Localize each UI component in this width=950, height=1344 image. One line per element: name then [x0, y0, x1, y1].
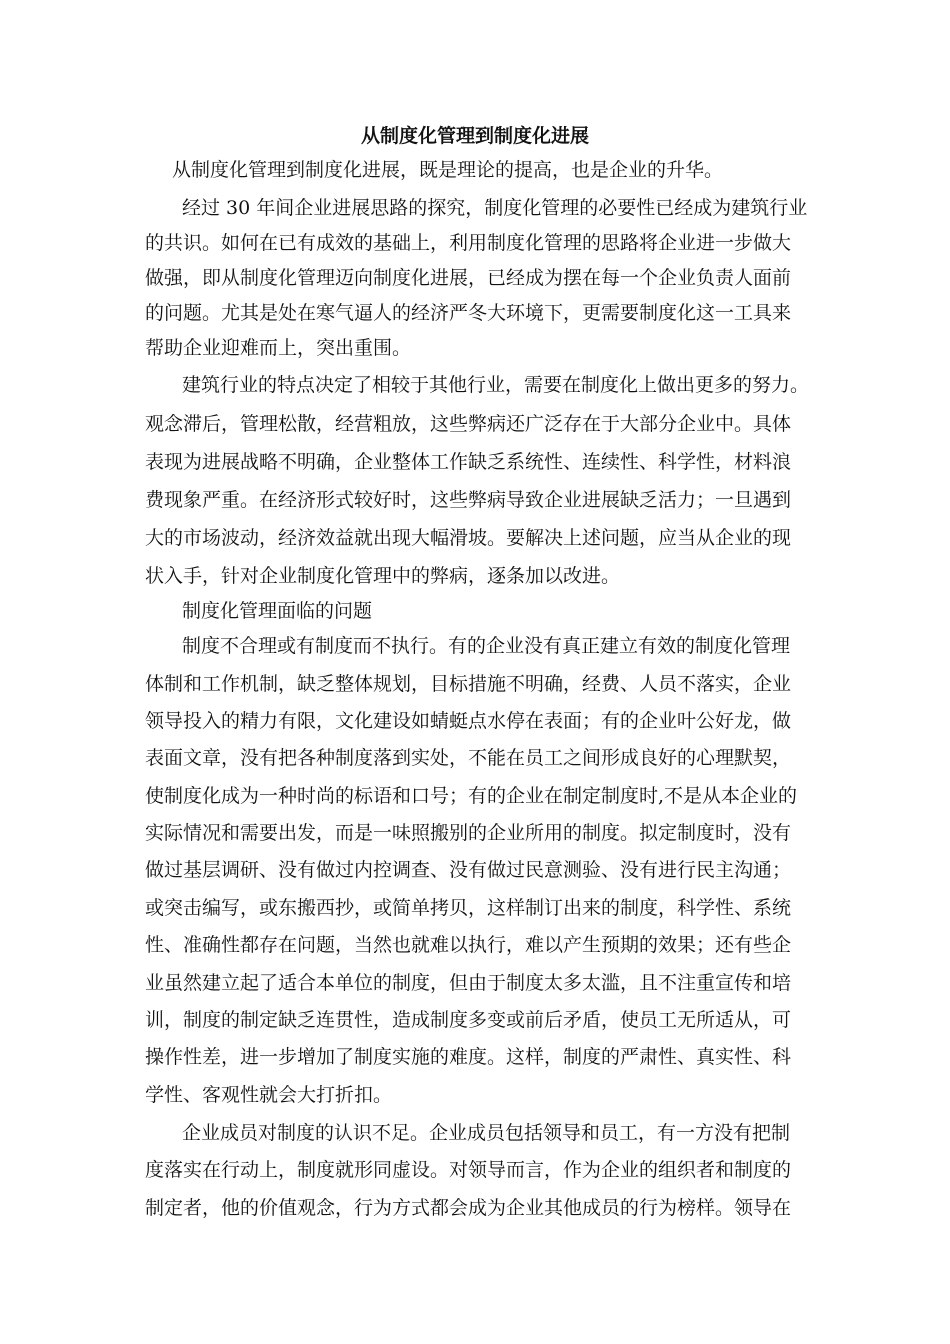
body-line: 费现象严重。在经济形式较好时，这些弊病导致企业进展缺乏活力；一旦遇到	[145, 489, 792, 511]
body-line: 或突击编写，或东搬西抄，或简单拷贝，这样制订出来的制度，科学性、系统	[145, 897, 792, 919]
body-line: 度落实在行动上，制度就形同虚设。对领导而言，作为企业的组织者和制度的	[145, 1159, 792, 1181]
body-line: 观念滞后，管理松散，经营粗放，这些弊病还广泛存在于大部分企业中。具体	[145, 413, 792, 435]
body-line: 制度不合理或有制度而不执行。有的企业没有真正建立有效的制度化管理	[182, 635, 791, 657]
body-line: 性、准确性都存在问题，当然也就难以执行，难以产生预期的效果；还有些企	[145, 934, 792, 956]
body-line: 的问题。尤其是处在寒气逼人的经济严冬大环境下，更需要制度化这一工具来	[145, 302, 792, 324]
body-line: 状入手，针对企业制度化管理中的弊病，逐条加以改进。	[145, 565, 621, 587]
document-title: 从制度化管理到制度化进展	[360, 125, 589, 147]
intro-paragraph: 从制度化管理到制度化进展，既是理论的提高，也是企业的升华。	[172, 159, 724, 181]
body-line: 表现为进展战略不明确，企业整体工作缺乏系统性、连续性、科学性，材料浪	[145, 451, 792, 473]
body-line: 使制度化成为一种时尚的标语和口号；有的企业在制定制度时,不是从本企业的	[145, 785, 798, 807]
body-line: 经过 30 年间企业进展思路的探究，制度化管理的必要性已经成为建筑行业	[182, 197, 808, 219]
body-line: 的共识。如何在已有成效的基础上，利用制度化管理的思路将企业进一步做大	[145, 232, 792, 254]
body-line: 训，制度的制定缺乏连贯性，造成制度多变或前后矛盾，使员工无所适从，可	[145, 1009, 792, 1031]
body-line: 实际情况和需要出发，而是一味照搬别的企业所用的制度。拟定制度时，没有	[145, 822, 792, 844]
body-line: 操作性差，进一步增加了制度实施的难度。这样，制度的严肃性、真实性、科	[145, 1046, 792, 1068]
body-line: 体制和工作机制，缺乏整体规划，目标措施不明确，经费、人员不落实，企业	[145, 673, 792, 695]
body-line: 大的市场波动，经济效益就出现大幅滑坡。要解决上述问题，应当从企业的现	[145, 527, 792, 549]
body-line: 做过基层调研、没有做过内控调查、没有做过民意测验、没有进行民主沟通；	[145, 859, 792, 881]
body-line: 领导投入的精力有限，文化建设如蜻蜓点水停在表面；有的企业叶公好龙，做	[145, 710, 792, 732]
body-line: 做强，即从制度化管理迈向制度化进展，已经成为摆在每一个企业负责人面前	[145, 267, 792, 289]
body-line: 学性、客观性就会大打折扣。	[145, 1084, 393, 1106]
body-line: 企业成员对制度的认识不足。企业成员包括领导和员工，有一方没有把制	[182, 1122, 791, 1144]
body-line: 表面文章，没有把各种制度落到实处，不能在员工之间形成良好的心理默契，	[145, 747, 792, 769]
body-line: 业虽然建立起了适合本单位的制度，但由于制度太多太滥，且不注重宣传和培	[145, 972, 792, 994]
section-heading: 制度化管理面临的问题	[182, 600, 373, 622]
body-line: 建筑行业的特点决定了相较于其他行业，需要在制度化上做出更多的努力。	[182, 374, 810, 396]
body-line: 帮助企业迎难而上，突出重围。	[145, 337, 412, 359]
body-line: 制定者，他的价值观念，行为方式都会成为企业其他成员的行为榜样。领导在	[145, 1197, 792, 1219]
